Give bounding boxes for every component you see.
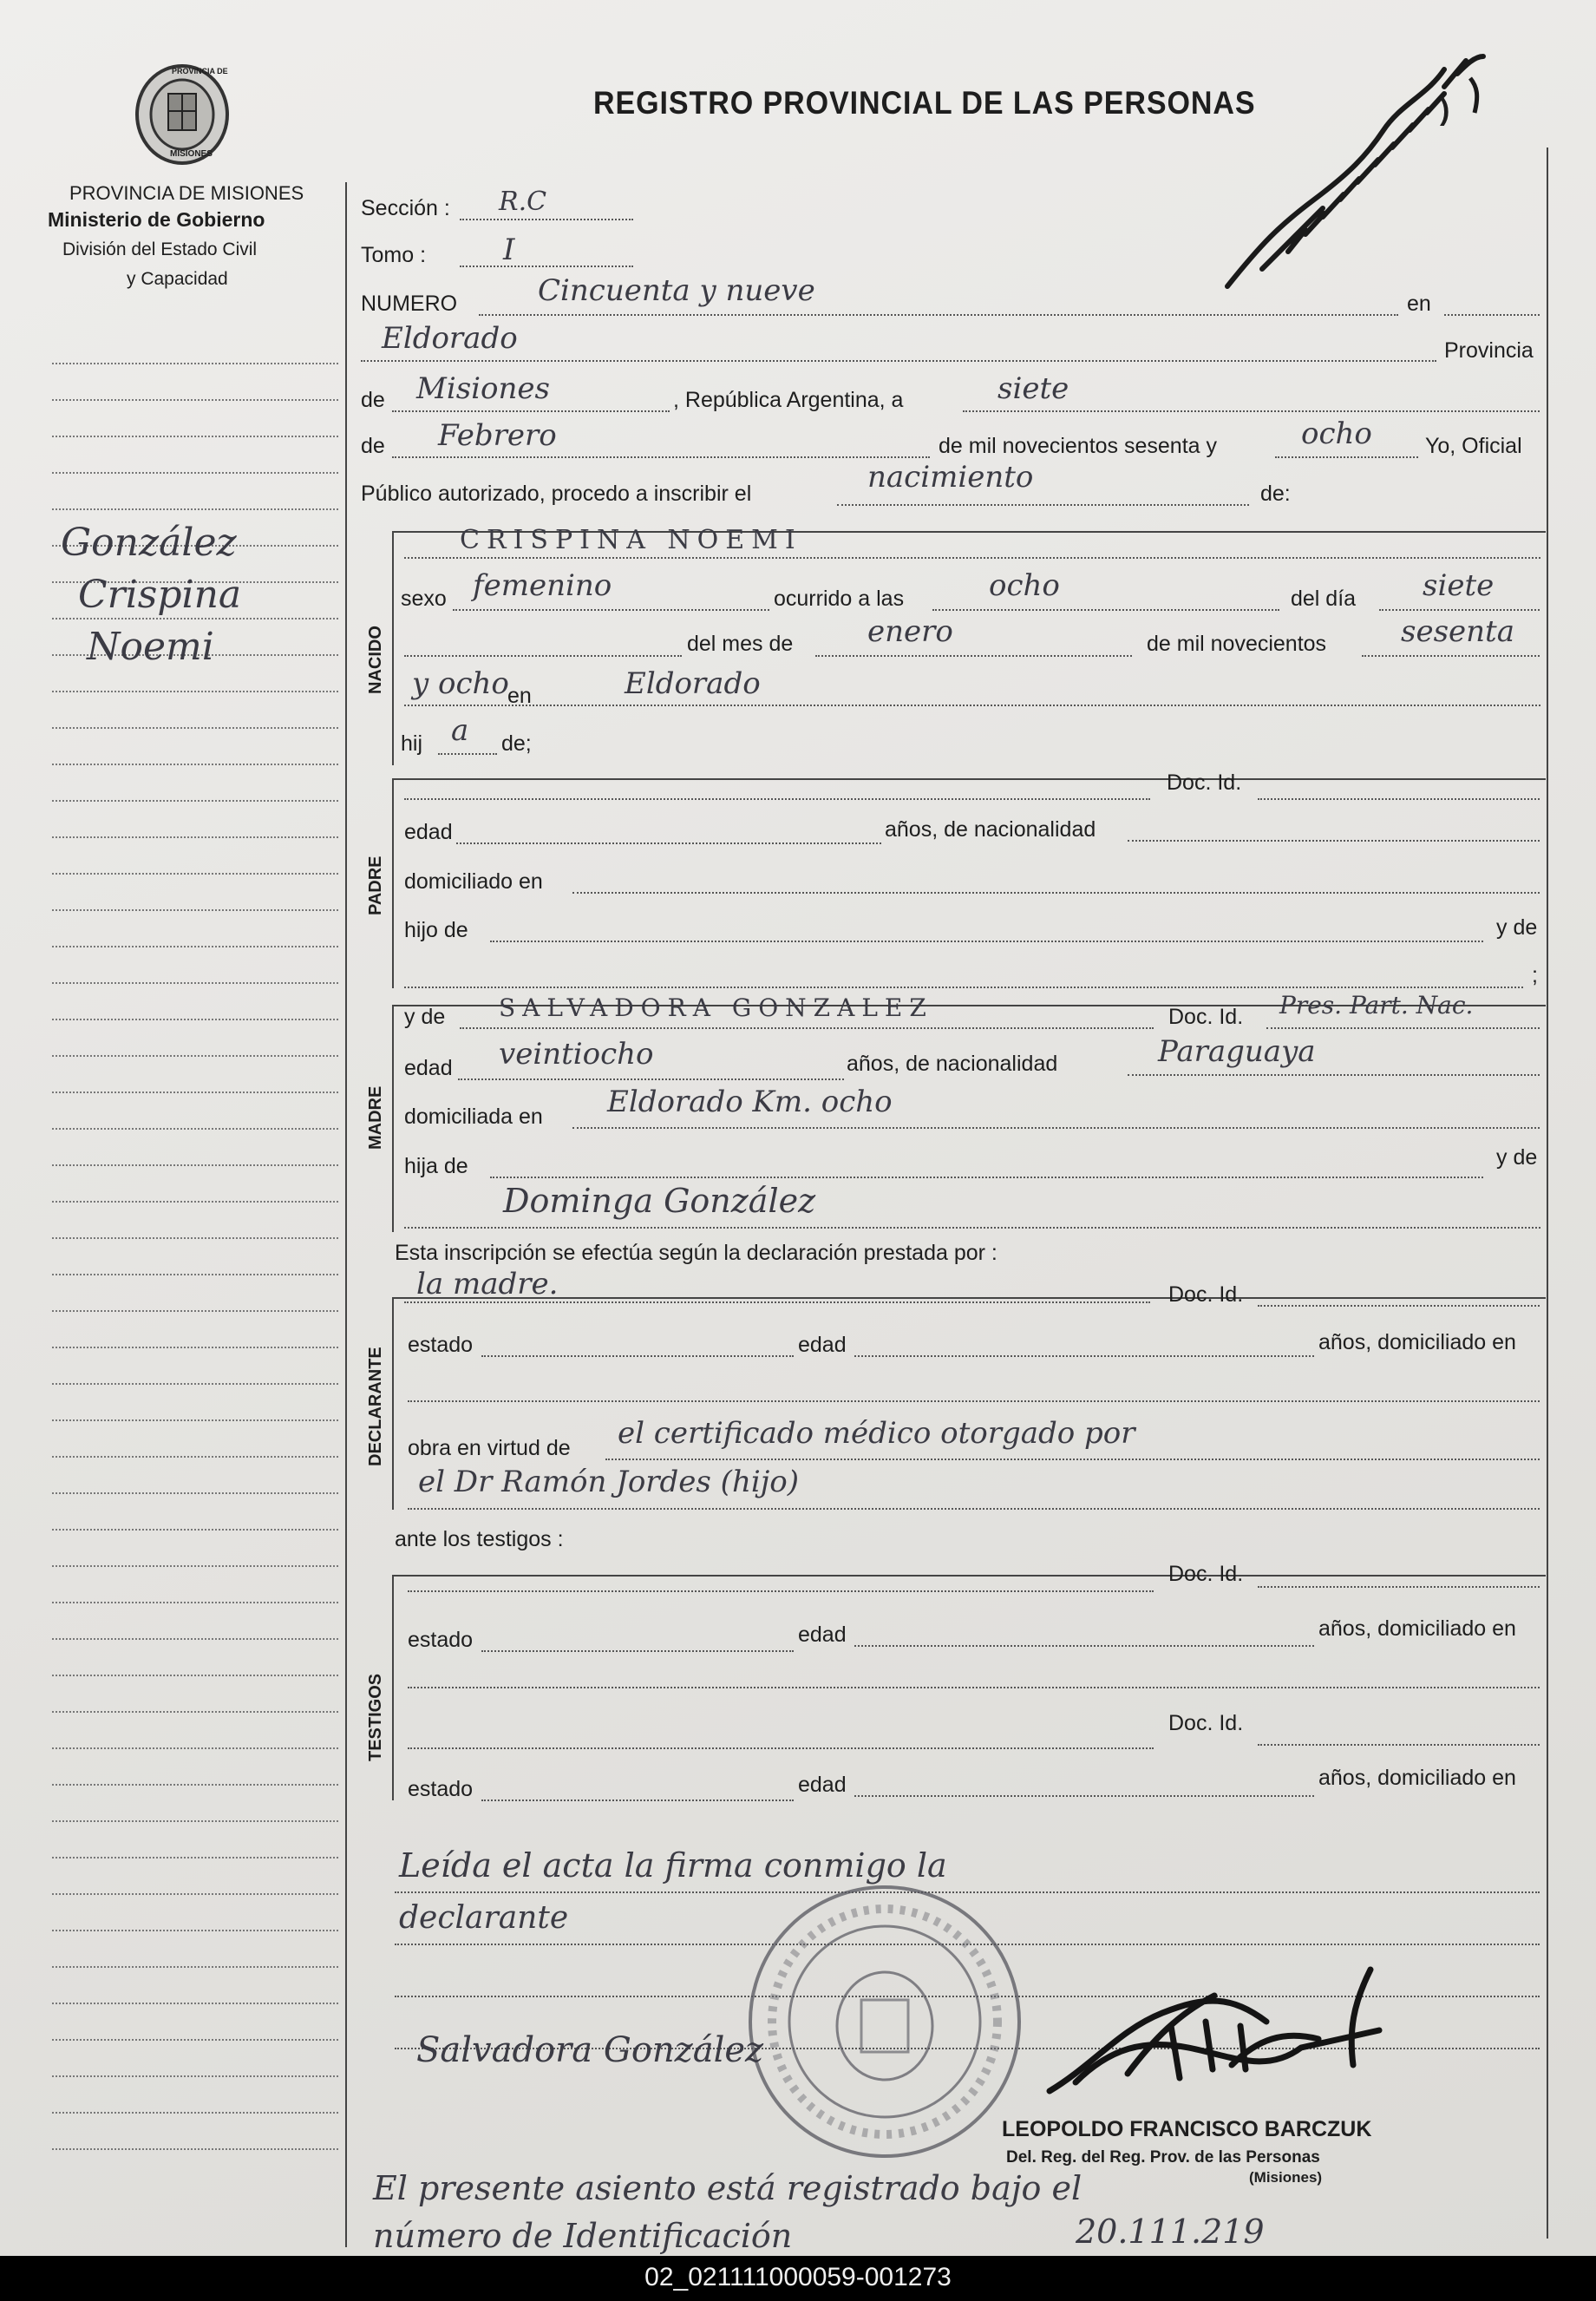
right-border [1547, 148, 1548, 2239]
madre-nac-value: Paraguaya [1158, 1034, 1316, 1069]
section-testigos: TESTIGOS [366, 1673, 385, 1761]
ministry-name: Ministerio de Gobierno [48, 208, 265, 231]
del-dia-label: del día [1291, 587, 1357, 611]
de-label-2: de [361, 434, 385, 458]
section-nacido: NACIDO [366, 626, 385, 694]
en-label-nac: en [507, 684, 532, 708]
padre-edad-label: edad [404, 820, 453, 844]
madre-hija-label: hija de [404, 1154, 468, 1178]
provincia-label: Provincia [1444, 338, 1534, 363]
hij-label: hij [401, 731, 423, 756]
testigo2-anos-label: años, domiciliado en [1318, 1766, 1516, 1790]
section-declarante: DECLARANTE [366, 1347, 385, 1466]
cierre-value-2: declarante [399, 1900, 569, 1936]
capacity-name: y Capacidad [127, 269, 228, 289]
madre-doc-label: Doc. Id. [1168, 1005, 1244, 1029]
tomo-label: Tomo : [361, 243, 427, 267]
nota-number: 20.111.219 [1076, 2212, 1265, 2251]
padre-doc-label: Doc. Id. [1167, 770, 1242, 795]
numero-label: NUMERO [361, 292, 458, 316]
hij-value: a [451, 713, 469, 748]
madre-dom-value: Eldorado Km. ocho [607, 1085, 893, 1119]
mes-nac-value: enero [867, 614, 953, 649]
anio-nac-value-2: y ocho [412, 666, 509, 701]
madre-dom-label: domiciliada en [404, 1105, 543, 1129]
madre-edad-label: edad [404, 1056, 453, 1080]
officer-title: Del. Reg. del Reg. Prov. de las Personas [1006, 2148, 1320, 2167]
nota-value-2: número de Identificación [373, 2217, 793, 2255]
numero-value: Cincuenta y nueve [538, 273, 815, 308]
sexo-label: sexo [401, 587, 447, 611]
padre-hijo-label: hijo de [404, 918, 468, 942]
nota-value-1: El presente asiento está registrado bajo el [373, 2169, 1083, 2207]
padre-yde-label: y de [1496, 915, 1538, 940]
hora-value: ocho [989, 568, 1060, 603]
testigo1-doc-label: Doc. Id. [1168, 1562, 1244, 1586]
nombre-value: CRISPINA NOEMI [460, 525, 802, 555]
margin-middlename: Noemi [87, 625, 214, 669]
madre-nac-label: años, de nacionalidad [847, 1052, 1058, 1076]
official-stamp [742, 1878, 1028, 2165]
madre-doc-value: Pres. Part. Nac. [1279, 991, 1474, 1019]
obra-value-1: el certificado médico otorgado por [618, 1416, 1135, 1451]
testigo1-anos-label: años, domiciliado en [1318, 1616, 1516, 1641]
official-signature-top [1210, 26, 1496, 312]
title-paren: ) [1440, 94, 1450, 127]
testigos-label: ante los testigos : [395, 1527, 564, 1551]
declarante-edad-label: edad [798, 1333, 847, 1357]
declarante-value: la madre. [416, 1267, 559, 1301]
inscripcion-label: Esta inscripción se efectúa según la declaración prestada por : [395, 1241, 998, 1265]
province-name: PROVINCIA DE MISIONES [69, 182, 304, 204]
anio-nac-value-1: sesenta [1401, 614, 1514, 649]
margin-firstname: Crispina [78, 573, 242, 617]
madre-nombre-value: SALVADORA GONZALEZ [499, 993, 933, 1022]
testigo2-estado-label: estado [408, 1777, 474, 1801]
lugar-nac-value: Eldorado [625, 666, 761, 701]
seccion-value: R.C [499, 187, 547, 217]
officer-name: LEOPOLDO FRANCISCO BARCZUK [1002, 2117, 1372, 2141]
padre-semicolon: ; [1532, 963, 1538, 987]
dia-value: siete [998, 371, 1069, 406]
de-semi-label: de; [501, 731, 532, 756]
mil-sesenta-label: de mil novecientos sesenta y [939, 434, 1218, 458]
tomo-value: I [503, 233, 515, 267]
lugar-value: Eldorado [382, 321, 518, 356]
firma-madre: Salvadora González [416, 2030, 764, 2070]
obra-value-2: el Dr Ramón Jordes (hijo) [418, 1465, 799, 1499]
declarante-doc-label: Doc. Id. [1168, 1282, 1244, 1307]
de-mil-label: de mil novecientos [1147, 632, 1327, 656]
officer-place: (Misiones) [1249, 2169, 1323, 2186]
madre-edad-value: veintiocho [499, 1037, 654, 1072]
publico-label: Público autorizado, procedo a inscribir el [361, 482, 752, 506]
testigo2-edad-label: edad [798, 1773, 847, 1797]
de-colon-label: de: [1260, 482, 1291, 506]
section-madre: MADRE [366, 1085, 385, 1150]
testigo2-doc-label: Doc. Id. [1168, 1711, 1244, 1735]
obra-label: obra en virtud de [408, 1436, 571, 1460]
republica-label: , República Argentina, a [673, 388, 904, 412]
mes-value: Febrero [438, 418, 557, 453]
dia-nac-value: siete [1423, 568, 1495, 603]
del-mes-label: del mes de [687, 632, 794, 656]
testigo1-estado-label: estado [408, 1628, 474, 1652]
sexo-value: femenino [473, 568, 612, 603]
officer-signature [1041, 1944, 1414, 2117]
acto-value: nacimiento [867, 460, 1034, 495]
provincia-value: Misiones [416, 371, 550, 406]
declarante-anos-label: años, domiciliado en [1318, 1330, 1516, 1354]
seccion-label: Sección : [361, 196, 450, 220]
emblem-text-bottom: MISIONES [170, 149, 213, 159]
abuela-value: Dominga González [503, 1182, 816, 1220]
madre-yde-2-label: y de [1496, 1145, 1538, 1170]
declarante-estado-label: estado [408, 1333, 474, 1357]
de-label-1: de [361, 388, 385, 412]
padre-nac-label: años, de nacionalidad [885, 817, 1096, 842]
emblem-text-top: PROVINCIA DE [172, 67, 228, 75]
margin-divider [345, 182, 347, 2247]
cierre-value-1: Leída el acta la firma conmigo la [399, 1846, 947, 1885]
division-name: División del Estado Civil [62, 239, 258, 259]
anio-value: ocho [1301, 416, 1372, 451]
en-label: en [1407, 292, 1431, 316]
padre-dom-label: domiciliado en [404, 869, 543, 894]
section-padre: PADRE [366, 856, 385, 915]
ocurrido-label: ocurrido a las [774, 587, 905, 611]
madre-yde-label: y de [404, 1005, 446, 1029]
margin-surname: González [61, 521, 237, 565]
footer-bar [0, 2256, 1596, 2301]
testigo1-edad-label: edad [798, 1622, 847, 1647]
document-title: REGISTRO PROVINCIAL DE LAS PERSONAS [593, 85, 1256, 121]
image-code: 02_021111000059-001273 [644, 2263, 952, 2291]
yo-oficial-label: Yo, Oficial [1425, 434, 1522, 458]
